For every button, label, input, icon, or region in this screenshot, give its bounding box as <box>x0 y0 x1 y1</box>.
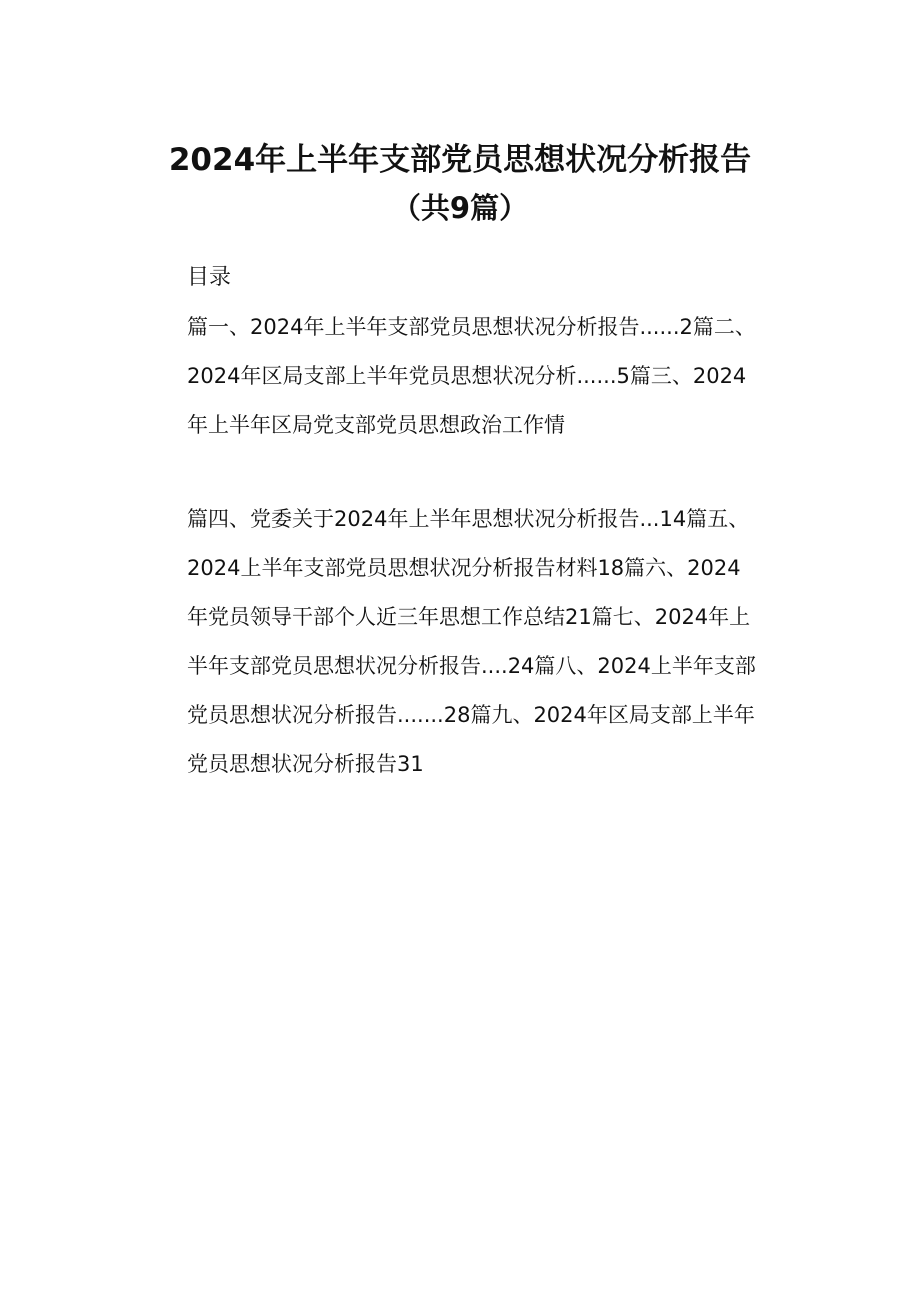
toc-line: 党员思想状况分析报告.......28篇九、2024年区局支部上半年 <box>187 703 755 727</box>
toc-line: 篇四、党委关于2024年上半年思想状况分析报告...14篇五、 <box>187 507 750 531</box>
toc-line: 2024上半年支部党员思想状况分析报告材料18篇六、2024 <box>187 556 741 580</box>
toc-line: 党员思想状况分析报告31 <box>187 752 424 776</box>
toc-heading: 目录 <box>187 265 232 290</box>
toc-paragraph-2 <box>187 495 807 789</box>
toc-line: 篇一、2024年上半年支部党员思想状况分析报告......2篇二、 <box>187 315 756 339</box>
toc-line: 年上半年区局党支部党员思想政治工作情 <box>187 413 565 437</box>
toc-line: 半年支部党员思想状况分析报告....24篇八、2024上半年支部 <box>187 654 756 678</box>
document-title: 2024年上半年支部党员思想状况分析报告 <box>168 142 752 178</box>
toc-paragraph-1 <box>187 303 807 450</box>
toc-line: 2024年区局支部上半年党员思想状况分析......5篇三、2024 <box>187 364 747 388</box>
title-block <box>0 138 920 230</box>
document-subtitle: （共9篇） <box>391 191 529 225</box>
toc-line: 年党员领导干部个人近三年思想工作总结21篇七、2024年上 <box>187 605 751 629</box>
